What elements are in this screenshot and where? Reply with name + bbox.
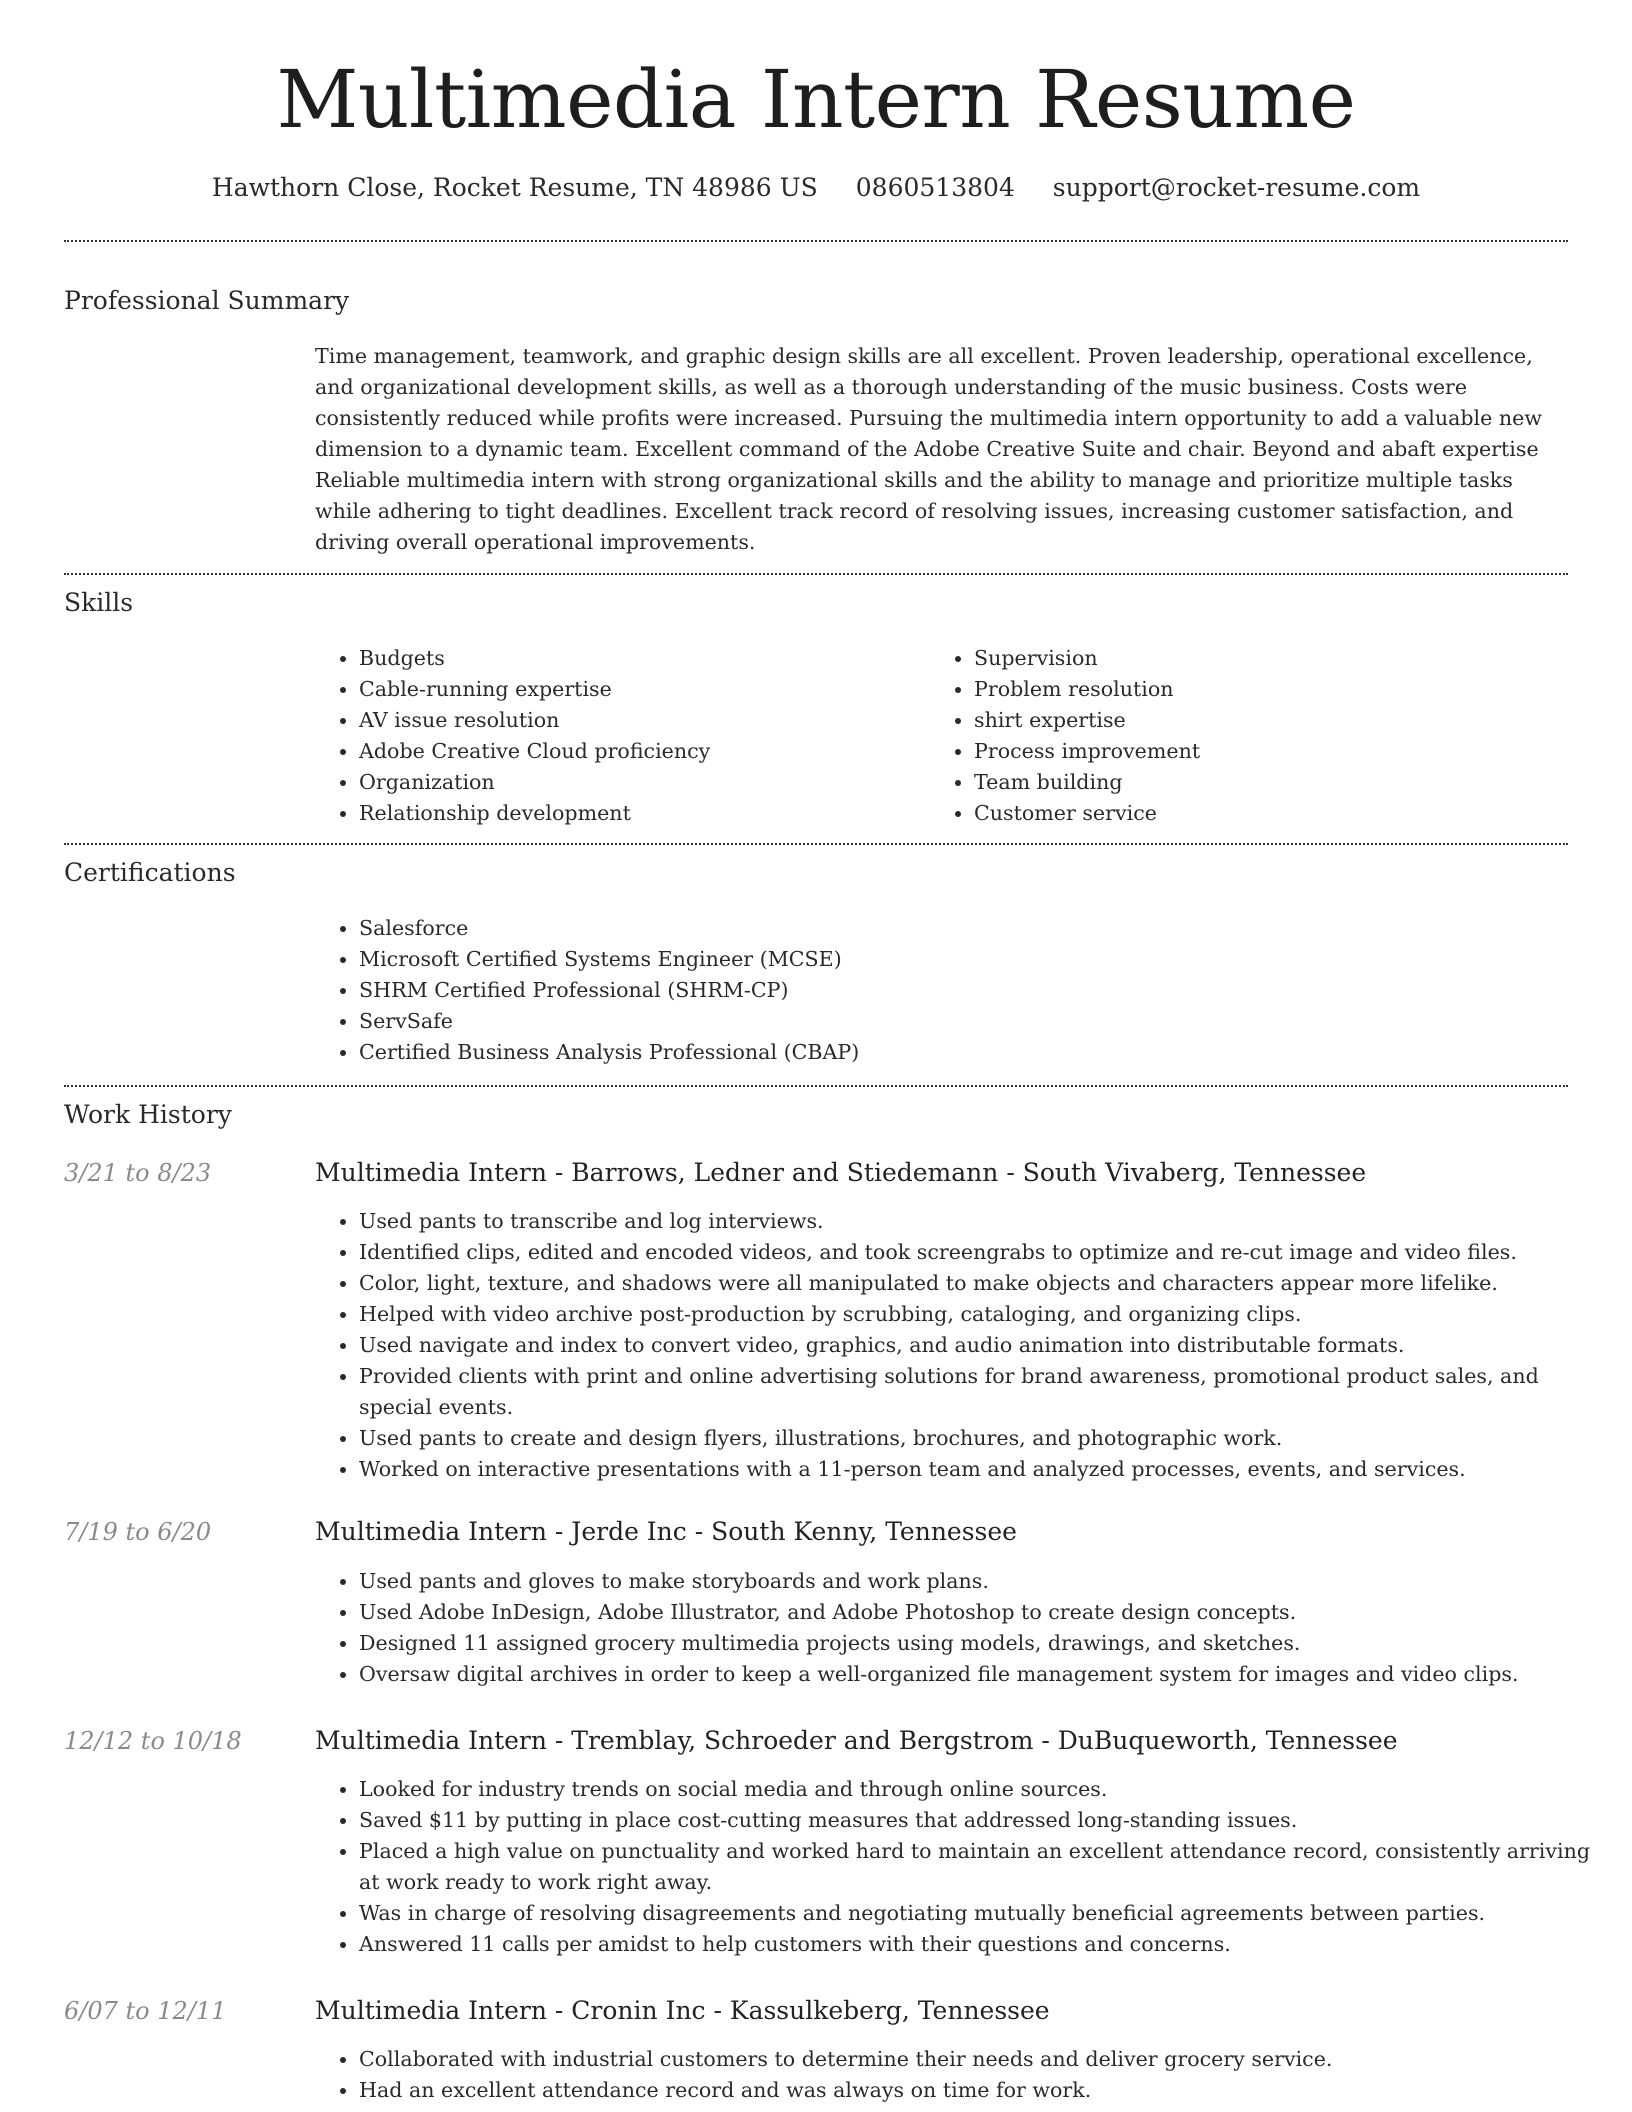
job-title: Multimedia Intern - Barrows, Ledner and Stiedemann - South Vivaberg, Tennessee <box>315 1158 1367 1187</box>
skill-item: • AV issue resolution <box>359 705 919 736</box>
certification-item: • ServSafe <box>359 1006 1559 1037</box>
job-bullet: • Collaborated with industrial customers to determine their needs and deliver grocery service. <box>359 2044 1604 2075</box>
skills-list-left <box>315 643 919 829</box>
resume-title: Multimedia Intern Resume <box>276 53 1356 146</box>
skill-item: • Adobe Creative Cloud proficiency <box>359 736 919 767</box>
job-bullet: • Used pants and gloves to make storyboards and work plans. <box>359 1566 1604 1597</box>
job-title: Multimedia Intern - Cronin Inc - Kassulkeberg, Tennessee <box>315 1996 1050 2025</box>
skill-item: • Process improvement <box>974 736 1534 767</box>
job-dates: 3/21 to 8/23 <box>64 1159 212 1187</box>
summary-text: Time management, teamwork, and graphic design skills are all excellent. Proven leadership, operational excellence, and organizational development skills, as well as a thorough understanding of the music business. Costs were consistently reduced while profits were increased. Pursuing the multimedia intern opportunity to add a valuable new dimension to a dynamic team. Excellent command of the Adobe Creative Suite and chair. Beyond and abaft expertise Reliable multimedia intern with strong organizational skills and the ability to manage and prioritize multiple tasks while adhering to tight deadlines. Excellent track record of resolving issues, increasing customer satisfaction, and driving overall operational improvements. <box>315 344 1542 554</box>
contact-address: Hawthorn Close, Rocket Resume, TN 48986 US <box>211 173 818 202</box>
job-bullet: • Oversaw digital archives in order to keep a well-organized file management system for images and video clips. <box>359 1659 1604 1690</box>
job-bullet: • Used pants to transcribe and log interviews. <box>359 1206 1604 1237</box>
job-title: Multimedia Intern - Tremblay, Schroeder and Bergstrom - DuBuqueworth, Tennessee <box>315 1726 1398 1755</box>
job-bullet: • Designed 11 assigned grocery multimedia projects using models, drawings, and sketches. <box>359 1628 1604 1659</box>
certifications-list <box>315 913 1559 1068</box>
divider <box>64 843 1568 845</box>
job-bullet: • Provided clients with print and online advertising solutions for brand awareness, promotional product sales, and special events. <box>359 1361 1604 1423</box>
skill-item: • Supervision <box>974 643 1534 674</box>
skill-item: • Cable-running expertise <box>359 674 919 705</box>
skill-item: • shirt expertise <box>974 705 1534 736</box>
job-bullets <box>315 2044 1604 2106</box>
certification-item: • Salesforce <box>359 913 1559 944</box>
job-dates: 12/12 to 10/18 <box>64 1727 242 1755</box>
section-title-summary: Professional Summary <box>64 286 350 315</box>
certification-item: • Certified Business Analysis Professional (CBAP) <box>359 1037 1559 1068</box>
job-bullets <box>315 1774 1604 1960</box>
job-bullet: • Used navigate and index to convert video, graphics, and audio animation into distributable formats. <box>359 1330 1604 1361</box>
job-bullet: • Had an excellent attendance record and was always on time for work. <box>359 2075 1604 2106</box>
skills-list-right <box>930 643 1534 829</box>
section-title-work-history: Work History <box>64 1100 232 1129</box>
job-bullet: • Answered 11 calls per amidst to help customers with their questions and concerns. <box>359 1929 1604 1960</box>
skill-item: • Organization <box>359 767 919 798</box>
certification-item: • SHRM Certified Professional (SHRM-CP) <box>359 975 1559 1006</box>
divider <box>64 1085 1568 1087</box>
job-bullet: • Used pants to create and design flyers, illustrations, brochures, and photographic work. <box>359 1423 1604 1454</box>
job-dates: 7/19 to 6/20 <box>64 1518 212 1546</box>
job-bullet: • Color, light, texture, and shadows were all manipulated to make objects and characters appear more lifelike. <box>359 1268 1604 1299</box>
contact-phone: 0860513804 <box>855 173 1015 202</box>
section-title-skills: Skills <box>64 588 134 617</box>
job-bullet: • Placed a high value on punctuality and worked hard to maintain an excellent attendance record, consistently arriving at work ready to work right away. <box>359 1836 1604 1898</box>
job-bullet: • Was in charge of resolving disagreements and negotiating mutually beneficial agreements between parties. <box>359 1898 1604 1929</box>
skill-item: • Customer service <box>974 798 1534 829</box>
job-bullets <box>315 1566 1604 1690</box>
job-dates: 6/07 to 12/11 <box>64 1997 227 2025</box>
section-title-certifications: Certifications <box>64 858 236 887</box>
divider <box>64 573 1568 575</box>
job-bullet: • Helped with video archive post-production by scrubbing, cataloging, and organizing clips. <box>359 1299 1604 1330</box>
skill-item: • Team building <box>974 767 1534 798</box>
job-bullet: • Looked for industry trends on social media and through online sources. <box>359 1774 1604 1805</box>
job-bullet: • Worked on interactive presentations with a 11-person team and analyzed processes, events, and services. <box>359 1454 1604 1485</box>
contact-line <box>0 170 1632 206</box>
skill-item: • Budgets <box>359 643 919 674</box>
job-bullets <box>315 1206 1604 1485</box>
job-title: Multimedia Intern - Jerde Inc - South Kenny, Tennessee <box>315 1517 1017 1546</box>
certification-item: • Microsoft Certified Systems Engineer (MCSE) <box>359 944 1559 975</box>
skill-item: • Problem resolution <box>974 674 1534 705</box>
divider <box>64 240 1568 242</box>
job-bullet: • Saved $11 by putting in place cost-cutting measures that addressed long-standing issues. <box>359 1805 1604 1836</box>
skill-item: • Relationship development <box>359 798 919 829</box>
contact-email: support@rocket-resume.com <box>1052 173 1421 202</box>
job-bullet: • Used Adobe InDesign, Adobe Illustrator, and Adobe Photoshop to create design concepts. <box>359 1597 1604 1628</box>
job-bullet: • Identified clips, edited and encoded videos, and took screengrabs to optimize and re-cut image and video files. <box>359 1237 1604 1268</box>
